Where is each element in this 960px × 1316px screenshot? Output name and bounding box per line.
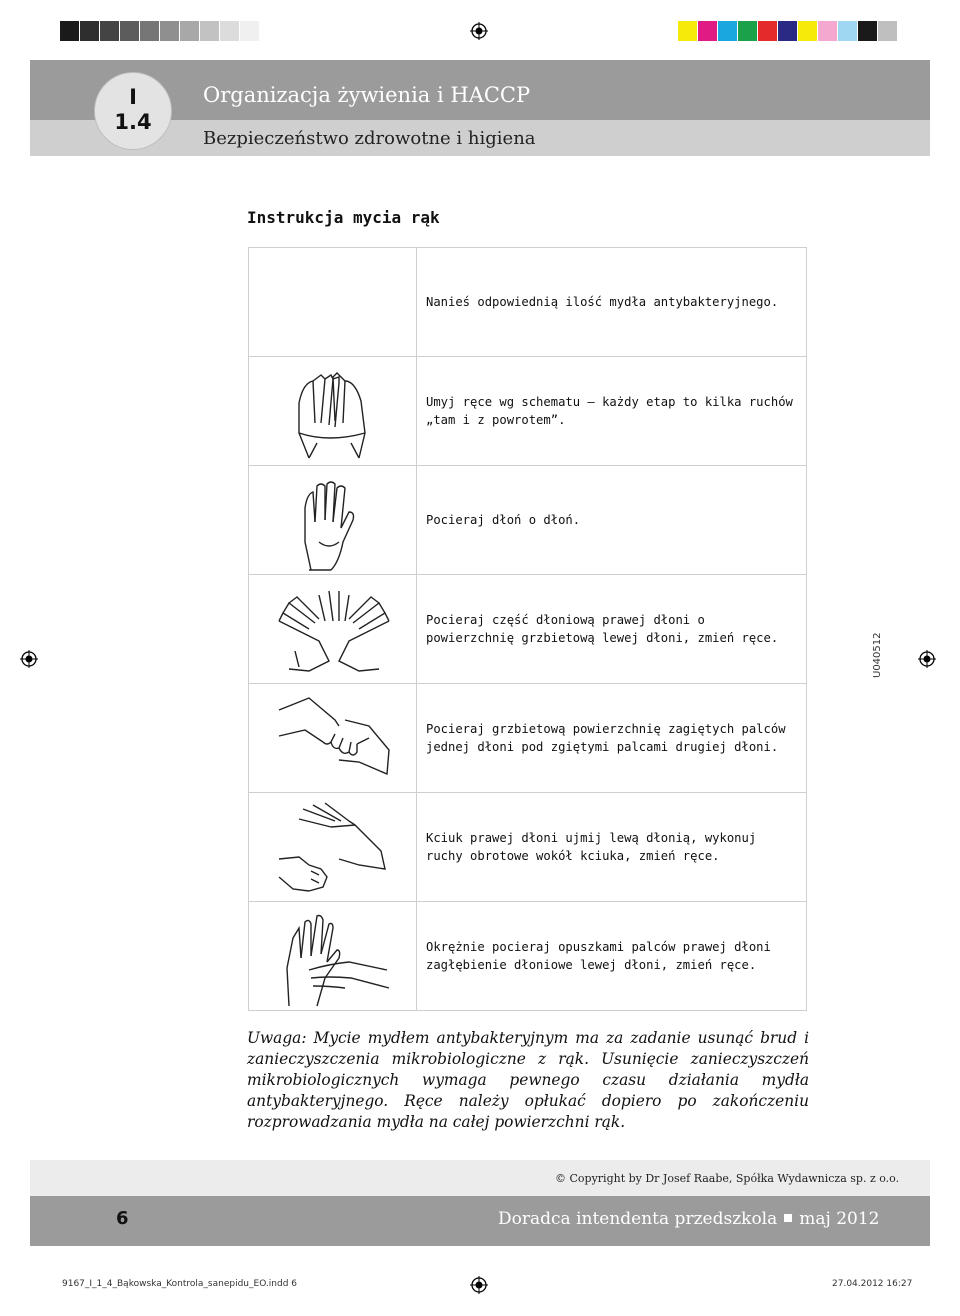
step-text: Pocieraj grzbietową powierzchnię zagiętych palców jednej dłoni pod zgiętymi palcami drugiej dłoni.	[426, 722, 786, 754]
step-text: Kciuk prawej dłoni ujmij lewą dłonią, wykonuj ruchy obrotowe wokół kciuka, zmień ręce.	[426, 831, 757, 863]
step-illustration	[249, 902, 417, 1010]
page-number: 6	[116, 1208, 129, 1229]
color-swatch	[180, 21, 200, 41]
copyright-notice: © Copyright by Dr Josef Raabe, Spółka Wydawnicza sp. z o.o.	[555, 1172, 900, 1185]
chapter-subtitle: Bezpieczeństwo zdrowotne i higiena	[203, 128, 536, 149]
color-swatch	[758, 21, 778, 41]
color-swatch	[140, 21, 160, 41]
table-row	[248, 575, 807, 684]
registration-mark-icon	[470, 22, 488, 40]
step-illustration	[249, 793, 417, 901]
color-swatch	[240, 21, 260, 41]
color-swatch	[678, 21, 698, 41]
color-swatch	[100, 21, 120, 41]
registration-mark-icon	[470, 1276, 488, 1294]
step-illustration	[249, 466, 417, 574]
color-swatch	[738, 21, 758, 41]
section-badge	[94, 72, 172, 150]
footer-publication	[498, 1209, 879, 1229]
step-text: Nanieś odpowiednią ilość mydła antybakteryjnego.	[426, 295, 779, 309]
color-swatch	[200, 21, 220, 41]
slug-filename: 9167_I_1_4_Bąkowska_Kontrola_sanepidu_EO.indd 6	[62, 1279, 297, 1289]
step-illustration	[249, 575, 417, 683]
document-code: U040512	[872, 632, 883, 678]
table-row	[248, 902, 807, 1011]
palm-over-back-icon	[269, 581, 399, 681]
step-illustration	[249, 684, 417, 792]
fingertips-palm-icon	[269, 908, 399, 1008]
step-text: Okrężnie pocieraj opuszkami palców prawej dłoni zagłębienie dłoniowe lewej dłoni, zmień ręce.	[426, 940, 771, 972]
color-swatch	[818, 21, 838, 41]
publication-title: Doradca intendenta przedszkola	[498, 1209, 778, 1229]
section-number-primary: I	[129, 85, 137, 109]
color-swatch	[798, 21, 818, 41]
thumb-rotation-icon	[269, 799, 399, 899]
hands-crossed-icon	[269, 363, 389, 463]
step-text: Umyj ręce wg schematu – każdy etap to kilka ruchów „tam i z powrotem”.	[426, 395, 793, 427]
warning-note: Uwaga: Mycie mydłem antybakteryjnym ma za zadanie usunąć brud i zanieczyszczenia mikrobiologiczne z rąk. Usunięcie zanieczyszczeń mikrobiologicznych wymaga pewnego czasu działania mydła antybakteryjnego. Ręce należy opłukać dopiero po zakończeniu rozprowadzania mydła na całej powierzchni rąk.	[247, 1029, 809, 1131]
registration-mark-icon	[918, 650, 936, 668]
color-swatch	[878, 21, 898, 41]
color-swatch	[60, 21, 80, 41]
step-illustration	[249, 357, 417, 465]
color-swatch	[698, 21, 718, 41]
color-swatch	[718, 21, 738, 41]
color-swatch	[120, 21, 140, 41]
chapter-title: Organizacja żywienia i HACCP	[203, 83, 531, 107]
page-title: Instrukcja mycia rąk	[247, 208, 440, 227]
table-row	[248, 357, 807, 466]
cmyk-color-bar	[678, 21, 898, 41]
slug-timestamp: 27.04.2012 16:27	[832, 1279, 913, 1289]
section-number-secondary: 1.4	[114, 110, 152, 134]
gray-color-bar	[60, 21, 260, 41]
table-row	[248, 684, 807, 793]
color-swatch	[858, 21, 878, 41]
color-swatch	[220, 21, 240, 41]
steps-table	[248, 247, 807, 1011]
color-swatch	[80, 21, 100, 41]
publication-date: maj 2012	[799, 1209, 880, 1229]
interlocked-fingers-icon	[269, 690, 399, 790]
color-swatch	[160, 21, 180, 41]
registration-mark-icon	[20, 650, 38, 668]
table-row	[248, 466, 807, 575]
step-illustration	[249, 248, 417, 356]
step-text: Pocieraj dłoń o dłoń.	[426, 513, 581, 527]
separator-square-icon	[784, 1214, 792, 1222]
table-row	[248, 793, 807, 902]
step-text: Pocieraj część dłoniową prawej dłoni o powierzchnię grzbietową lewej dłoni, zmień ręce.	[426, 613, 779, 645]
table-row	[248, 248, 807, 357]
color-swatch	[838, 21, 858, 41]
color-swatch	[778, 21, 798, 41]
palm-to-palm-icon	[269, 472, 389, 572]
